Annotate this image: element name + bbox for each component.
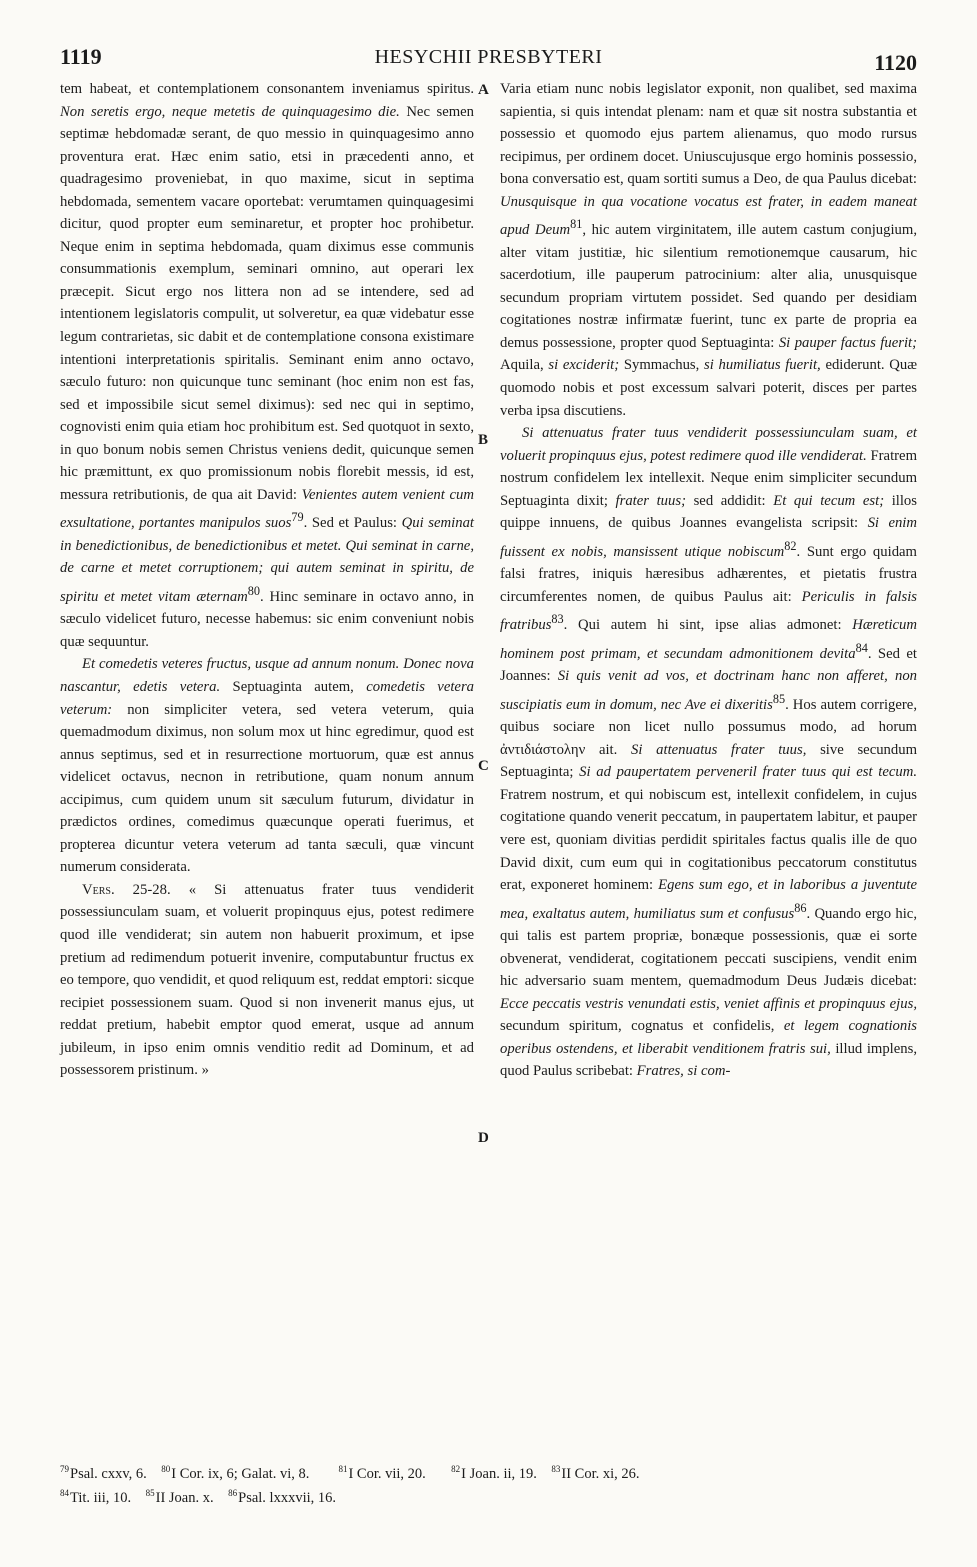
verse-label: Vers. 25-28.: [82, 881, 171, 898]
footnote-82: $^{82}$I Joan. ii, 19.: [451, 1464, 537, 1482]
footnotes: [60, 1460, 917, 1508]
footnote-ref: 83: [551, 612, 564, 627]
footnote-ref: 80: [247, 583, 261, 598]
page-number-left: 1119: [60, 44, 102, 69]
footnote-84: $^{84}$Tit. iii, 10.: [60, 1487, 132, 1506]
footnote-ref: 81: [570, 217, 583, 232]
left-paragraph-2: Et comedetis veteres fructus, usque ad annum nonum. Donec nova nascantur, edetis vetera. Septuaginta autem, comedetis vetera veterum: non simpliciter vetera, sed vetera veterum, quia quemadmodum diximus, non solum mox ut hinc egredimur, quod est annus septimus, sed et in resurrectione mortuorum, quæ est annus videlicet octavus, necnon in retributione, quam nonum annum accipimus, cum quidem unum sit sæculum futurum, dividatur in prædictos ordines, comedimus quæcunque operati fuerimus, et propterea dicuntur vetera veterum ad tanta sæculi, quæ vincunt numerum considerata.: [60, 656, 475, 876]
column-marker-c: C: [478, 758, 489, 774]
left-paragraph-3: Vers. 25-28. « Si attenuatus frater tuus vendiderit possessiunculam suam, et voluerit propinquus ejus, potest redimere quod ille vendiderat; sin autem non habuerit proximum, et ipse pretium ad redimendum potuerit invenire, computabuntur fructus ex eo tempore, quo vendidit, et quod reliquum est, reddat emptori: sicque recipiet possessionem suam. Quod si non invenerit manus ejus, ut reddat pretium, habebit emptor quod emerat, usque ad annum jubileum, in ipso enim omnis venditio redit ad Dominum, et ad possessorem pristinum. »: [60, 881, 474, 1079]
footnote-81: $^{81}$I Cor. vii, 20.: [338, 1464, 426, 1482]
footnote-row-2: [60, 1484, 917, 1508]
column-marker-a: A: [478, 82, 489, 98]
footnote-80: $^{80}$I Cor. ix, 6; Galat. vi, 8.: [161, 1464, 310, 1482]
footnote-ref: 86: [794, 900, 807, 915]
footnote-ref: 82: [784, 538, 797, 553]
footnote-row-1: [60, 1460, 917, 1484]
footnote-ref: 84: [855, 640, 868, 655]
right-column: [500, 78, 917, 1083]
running-title: HESYCHII PRESBYTERI: [374, 46, 603, 68]
footnote-86: $^{86}$Psal. lxxxvii, 16.: [228, 1487, 337, 1506]
column-marker-d: D: [478, 1130, 489, 1146]
footnote-85: $^{85}$II Joan. x.: [145, 1487, 214, 1506]
running-header: [60, 44, 917, 74]
page-number-right: 1120: [874, 50, 917, 75]
left-paragraph-1: tem habeat, et contemplationem consonantem inveniamus spiritus. Non seretis ergo, neque metetis de quinquagesimo die. Nec semen septimæ hebdomadæ serant, de quo messio in quinquagesimo anno proventura erat. Hæc enim satio, etsi in præcedenti anno, et quadragesimo proveniebat, in quo maxime, sicut in septima hebdomada, sementem vacare oportebat: verumtamen quinquagesimi dicitur, quod propter eum seminaretur, et propter hoc prohibetur. Neque enim in septima hebdomada, quam diximus esse communis consummationis exemplum, seminari omnino, aut operari lex præcepit. Sicut ergo nos littera non ad se intendere, sed ad intentionem legislatoris compulit, ut solveretur, ea quæ videbatur esse legum contrarietas, sic dabit et de contemplatione consona existimare intentioni interpretationis spiritalis. Seminant enim anno octavo, sæculo futuro: non quicunque tunc seminant (hoc enim non est fas, sed et impossibile sicut semel diximus): sed nec qui in septimo, cognovisti enim quia etiam hoc prohibitum est. Sed quotquot in sexto, in quo bonum nobis semen Christus veniens dedit, quicunque semen hic præmittunt, ex quo promissionum nobis florebit messis, id est, messura retributionis, de qua ait David: Venientes autem venient cum exsultatione, portantes manipulos suos$^{79}$. Sed et Paulus: Qui seminat in benedictionibus, de benedictionibus et metet. Qui seminat in carne, de carne et metet corruptionem; qui autem seminat in spiritu, de spiritu et metet vitam æternam$^{80}$. Hinc seminare in octavo anno, in sæculo videlicet futuro, necesse habemus: sic enim conveniunt nobis quæ sequuntur.: [60, 81, 475, 650]
footnote-83: $^{83}$II Cor. xi, 26.: [551, 1464, 640, 1482]
column-marker-b: B: [478, 432, 489, 448]
footnote-79: $^{79}$Psal. cxxv, 6.: [60, 1464, 147, 1482]
right-paragraph-2: Si attenuatus frater tuus vendiderit possessiunculam suam, et voluerit propinquus ejus, potest redimere quod ille vendiderat. Fratrem nostrum confidelem lex intellexit. Neque enim simpliciter secundum Septuaginta dixit; frater tuus; sed addidit: Et qui tecum est; illos quippe innuens, de quibus Joannes evangelista scripsit: Si enim fuissent ex nobis, mansissent utique nobiscum$^{82}$. Sunt ergo quidam falsi fratres, iniquis hæresibus adhærentes, et pietatis frustra circumferentes nomen, de quibus Paulus ait: Periculis in falsis fratribus$^{83}$. Qui autem hi sint, ipse alias admonet: Hæreticum hominem post primam, et secundam admonitionem devita$^{84}$. Sed et Joannes: Si quis venit ad vos, et doctrinam hanc non afferet, non suscipiatis eum in domum, nec Ave ei dixeritis$^{85}$. Hos autem corrigere, quibus sociare non licet nullo possumus modo, ad horum ἀντιδιάστολην ait. Si attenuatus frater tuus, sive secundum Septuaginta; Si ad paupertatem perveneril frater tuus qui est tecum. Fratrem nostrum, et qui nobiscum est, intellexit confidelem, in cujus cogitatione quando venerit peccatum, in paupertatem labitur, et pauper vere est, quoniam divitias perdidit spiritales factus qualis ille de quo David dixit, cum eum qui in cogitationibus peccatorum constitutus erat, exponeret hominem: Egens sum ego, et in laboribus a juventute mea, exaltatus autem, humiliatus sum et confusus$^{86}$. Quando ergo hic, qui talis est partem propriæ, bonæque possessionis, quæ ei sorte obvenerat, vendiderat, cogitationem peccati suscipiens, vendit enim hic adversario suam mentem, quemadmodum Deus Judæis dicebat: Ecce peccatis vestris venundati estis, veniet affinis et propinquus ejus, secundum spiritum, cognatus et confidelis, et legem cognationis operibus ostendens, et liberabit venditionem fratris sui, illud implens, quod Paulus scribebat: Fratres, si com-: [500, 425, 918, 1080]
right-paragraph-1: Varia etiam nunc nobis legislator exponit, non qualibet, sed maxima sapientia, si quis intendat plenam: nam et quæ sit nostra substantia et possessio et quomodo ejus partem alienamus, quo modo rursus recipimus, per ordinem docet. Uniuscujusque ergo hominis possessio, bona conversatio est, quam sortiti sumus a Deo, de qua Paulus dicebat: Unusquisque in qua vocatione vocatus est frater, in eadem maneat apud Deum$^{81}$, hic autem virginitatem, ille autem castum conjugium, alter vitam justitiæ, hic silentium remotionemque causarum, hic sacerdotium, ille pauperum patrocinium: alter alia, unusquisque secundum propriam virtutem possidet. Sed quando per desidiam cogitationes nostræ infirmatæ fuerint, tunc ex parte de propria ea demus possessione, propter quod Septuaginta: Si pauper factus fuerit; Aquila, si exciderit; Symmachus, si humiliatus fuerit, ediderunt. Quæ quomodo nobis et post excessum salvari poterit, disces per partes verba ipsa discutiens.: [500, 81, 918, 419]
left-column: [60, 78, 474, 1082]
footnote-ref: 79: [291, 510, 304, 525]
footnote-ref: 85: [772, 691, 786, 706]
